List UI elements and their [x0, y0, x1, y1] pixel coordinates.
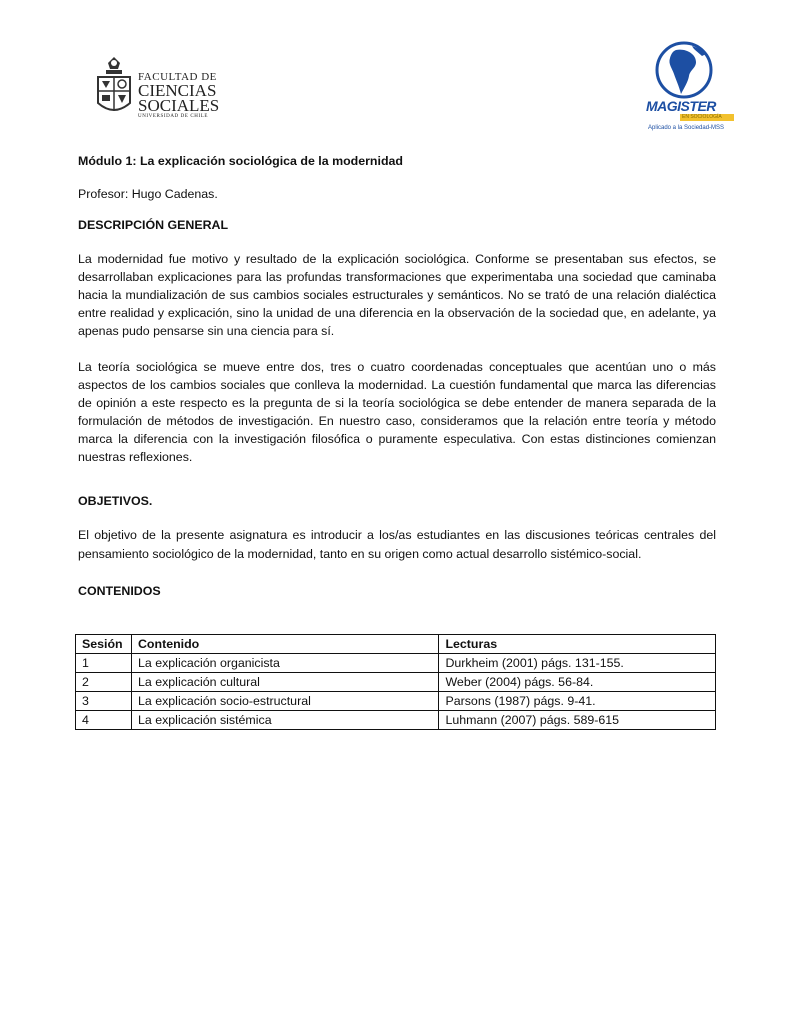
objectives-heading: OBJETIVOS.: [78, 494, 153, 508]
table-row: [76, 711, 716, 730]
table-row: [76, 692, 716, 711]
description-paragraph-1: La modernidad fue motivo y resultado de la explicación sociológica. Conforme se presentaban sus efectos, se desarrollaban explicaciones para las profundas transformaciones que experimentaba una sociedad que caminaba hacia la mundialización de sus cambios sociales estructurales y semánticos. No se trató de una relación dialéctica entre realidad y explicación, sino la unidad de una diferencia en la observación de la sociedad que, en adelante, ya apenas pudo pensarse sin una ciencia para sí.: [78, 252, 716, 338]
magister-logo-word: MAGISTER: [646, 98, 716, 114]
description-heading: DESCRIPCIÓN GENERAL: [78, 218, 229, 232]
faculty-logo-line2: CIENCIAS: [138, 81, 217, 100]
table-header-row: [76, 635, 716, 654]
objectives-paragraph: El objetivo de la presente asignatura es introducir a los/as estudiantes en las discusiones teóricas centrales del pensamiento sociológico de la modernidad, tanto en su origen como actual desarrollo sistémico-social.: [78, 528, 716, 561]
magister-logo: [646, 38, 736, 138]
faculty-logo-line3: SOCIALES: [138, 96, 220, 115]
document-body: [78, 152, 716, 610]
table-row: [76, 654, 716, 673]
table-row: [76, 673, 716, 692]
cell-session: 1: [76, 654, 132, 673]
cell-content: La explicación socio-estructural: [131, 692, 438, 711]
cell-readings: Durkheim (2001) págs. 131-155.: [439, 654, 716, 673]
magister-logo-subtitle: Aplicado a la Sociedad-MSS: [648, 125, 725, 131]
faculty-logo: [94, 55, 226, 121]
cell-content: La explicación sistémica: [131, 711, 438, 730]
cell-readings: Luhmann (2007) págs. 589-615: [439, 711, 716, 730]
cell-content: La explicación organicista: [131, 654, 438, 673]
cell-session: 3: [76, 692, 132, 711]
professor-line: Profesor: Hugo Cadenas.: [78, 187, 218, 201]
cell-session: 4: [76, 711, 132, 730]
globe-icon: [652, 38, 716, 102]
cell-content: La explicación cultural: [131, 673, 438, 692]
cell-session: 2: [76, 673, 132, 692]
contents-table: [75, 634, 716, 730]
description-paragraph-2: La teoría sociológica se mueve entre dos, tres o cuatro coordenadas conceptuales que acentúan uno o más aspectos de los cambios sociales que conlleva la modernidad. La cuestión fundamental que marca las diferencias de opinión a este respecto es la pregunta de si la teoría sociológica se debe entender de manera separada de la formulación de métodos de investigación. En nuestro caso, consideramos que la relación entre teoría y método marca la diferencia con la investigación filosófica o puramente especulativa. Con estas distinciones comienzan nuestras reflexiones.: [78, 360, 716, 464]
contents-heading: CONTENIDOS: [78, 584, 161, 598]
faculty-logo-line1: FACULTAD DE: [138, 71, 217, 83]
cell-readings: Weber (2004) págs. 56-84.: [439, 673, 716, 692]
header-content: Contenido: [131, 635, 438, 654]
header-readings: Lecturas: [439, 635, 716, 654]
faculty-logo-line4: UNIVERSIDAD DE CHILE: [138, 114, 209, 119]
header-session: Sesión: [76, 635, 132, 654]
magister-logo-bar-text: EN SOCIOLOGÍA: [682, 114, 722, 120]
cell-readings: Parsons (1987) págs. 9-41.: [439, 692, 716, 711]
module-title: Módulo 1: La explicación sociológica de la modernidad: [78, 154, 403, 168]
university-crest-icon: [94, 55, 134, 119]
